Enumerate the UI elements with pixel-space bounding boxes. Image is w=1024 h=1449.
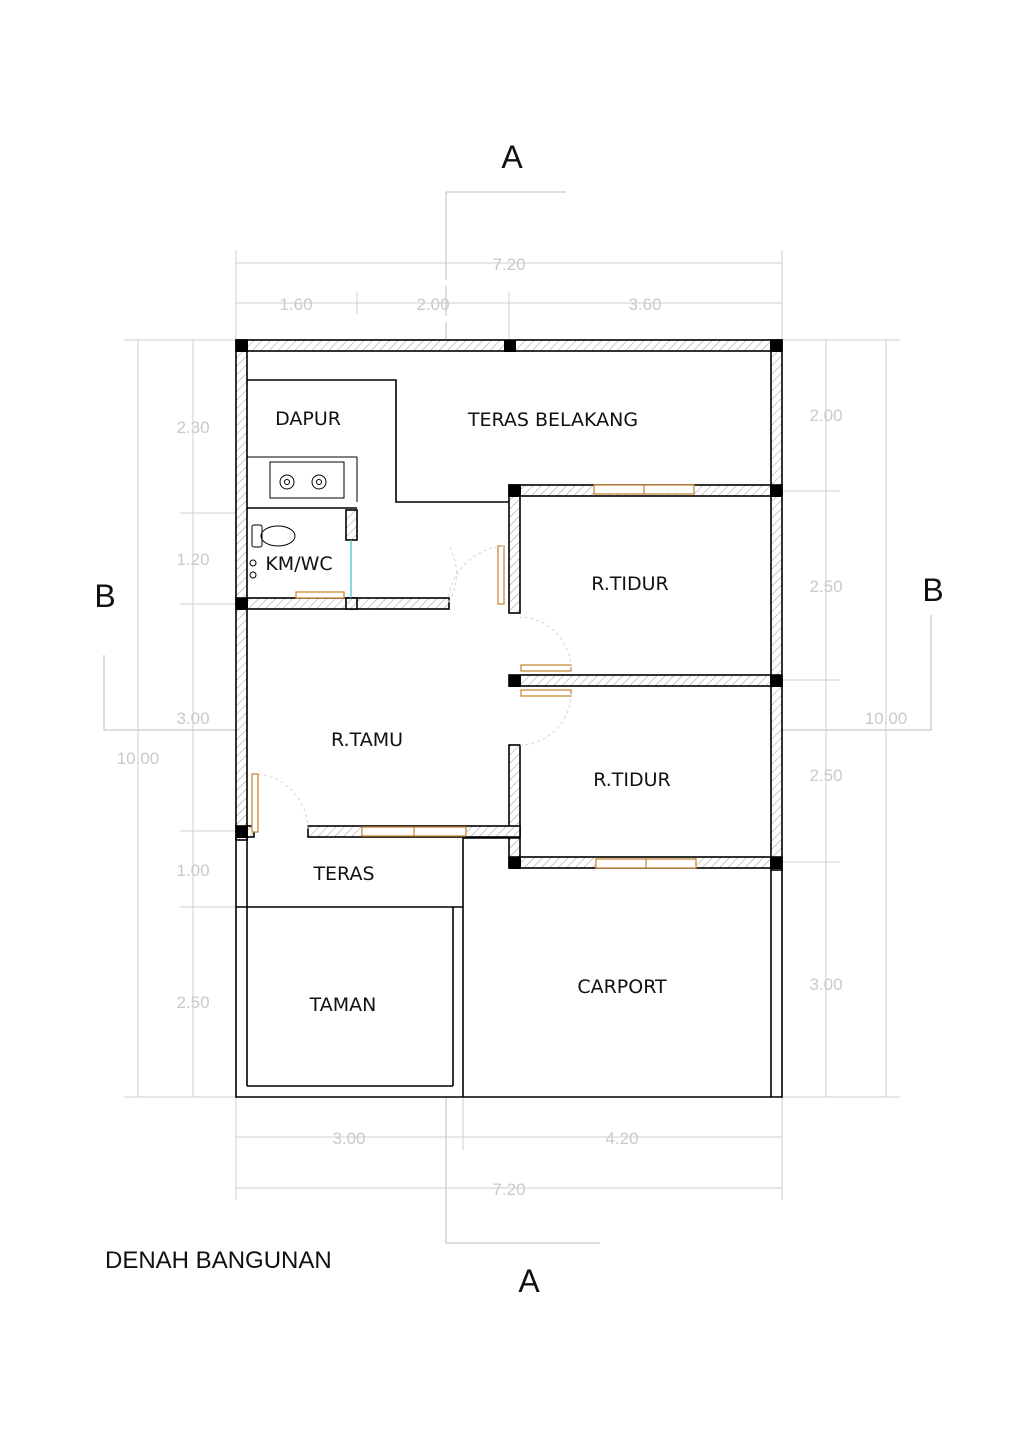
section-b-left-label: B [94, 578, 116, 614]
wall-bedroom2-left [509, 745, 520, 867]
dim-left-3: 3.00 [176, 709, 210, 728]
dim-bottom-total: 7.20 [492, 1180, 526, 1199]
room-labels [265, 408, 670, 1016]
wall-kmwc-bottom [236, 598, 449, 609]
room-label-teras-belakang: TERAS BELAKANG [467, 409, 639, 431]
dim-left-5: 2.50 [176, 993, 210, 1012]
room-label-teras: TERAS [313, 863, 375, 885]
window-kmwc [296, 592, 344, 598]
door-entry [252, 774, 258, 832]
dim-top-total: 7.20 [492, 255, 526, 274]
room-label-carport: CARPORT [577, 976, 667, 998]
section-a-top-label: A [501, 139, 523, 175]
door-bedroom2 [521, 690, 571, 696]
wall-kmwc-right-stub [346, 598, 357, 609]
dim-top-1: 1.60 [279, 295, 313, 314]
dim-top-3: 3.60 [628, 295, 662, 314]
stove-icon [270, 462, 344, 498]
room-label-r-tidur-1: R.TIDUR [591, 573, 669, 595]
section-a-bottom-label: A [518, 1263, 540, 1299]
section-b-left-line [104, 655, 180, 730]
wall-left [236, 340, 247, 840]
wall-bedroom-divider [509, 675, 782, 686]
dim-left-total: 10.00 [116, 749, 160, 768]
room-label-taman: TAMAN [309, 994, 377, 1016]
dim-right-total: 10.00 [864, 709, 908, 728]
section-markers [94, 139, 943, 1299]
wall-bedroom1-left [509, 485, 520, 613]
dim-left-4: 1.00 [176, 861, 210, 880]
dim-right-2: 2.50 [809, 577, 843, 596]
dim-right-4: 3.00 [809, 975, 843, 994]
dim-right-1: 2.00 [809, 406, 843, 425]
room-label-km-wc: KM/WC [265, 553, 333, 575]
room-label-dapur: DAPUR [275, 408, 341, 430]
dim-top-2: 2.00 [416, 295, 450, 314]
section-b-right-label: B [922, 572, 944, 608]
dim-bottom-2: 4.20 [605, 1129, 639, 1148]
section-a-top-line [446, 192, 566, 250]
room-label-r-tidur-2: R.TIDUR [593, 769, 671, 791]
wall-right [771, 340, 782, 870]
dim-right-3: 2.50 [809, 766, 843, 785]
dim-bottom-1: 3.00 [332, 1129, 366, 1148]
door-bedroom1 [498, 546, 504, 604]
plan-title: DENAH BANGUNAN [105, 1247, 332, 1274]
dim-left-1: 2.30 [176, 418, 210, 437]
door-bedroom-hall [521, 665, 571, 671]
wall-kmwc-right-upper [346, 510, 357, 540]
room-label-r-tamu: R.TAMU [331, 729, 403, 751]
doors [252, 546, 571, 832]
dim-left-2: 1.20 [176, 550, 210, 569]
